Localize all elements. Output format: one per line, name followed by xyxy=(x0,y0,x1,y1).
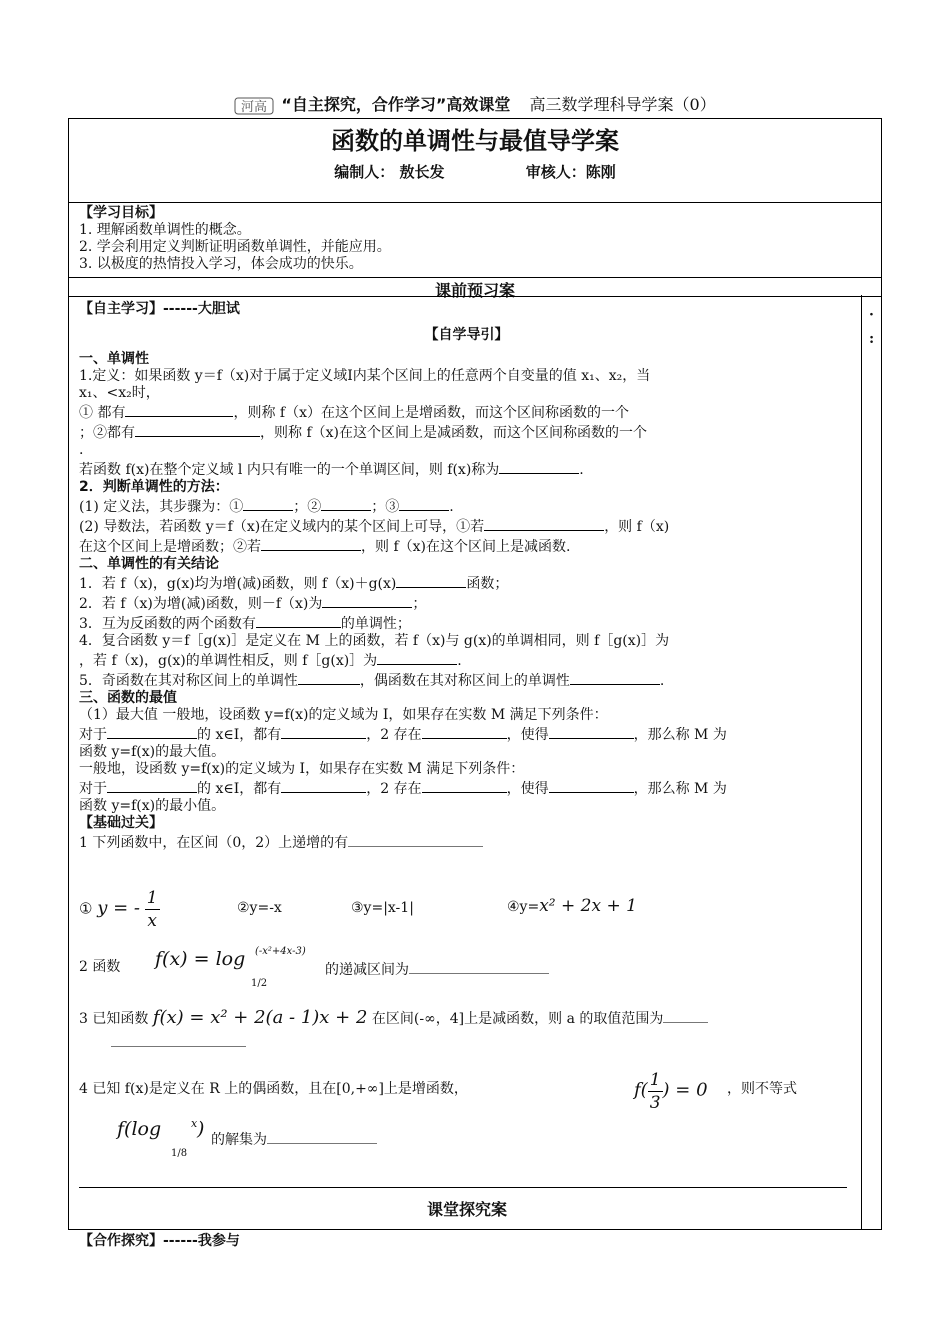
answer-blank xyxy=(267,1129,377,1144)
goal-item: 2. 学会利用定义判断证明函数单调性，并能应用。 xyxy=(79,239,391,255)
divider-rule xyxy=(79,1229,831,1230)
option-2: ②y=-x xyxy=(237,900,282,916)
conclusion-line: 1．若 f（x)，g(x)均为增(减)函数，则 f（x)＋g(x) 函数； xyxy=(79,573,854,593)
preview-content xyxy=(79,301,854,852)
answer-blank xyxy=(409,959,549,974)
answer-blank xyxy=(499,459,579,474)
answer-blank xyxy=(399,496,449,511)
answer-blank xyxy=(281,724,366,739)
method-line: (2) 导数法，若函数 y＝f（x)在定义域内的某个区间上可导，①若 ，则 f（x) xyxy=(79,516,854,536)
log-function: f(x) = log xyxy=(155,948,246,970)
cooperative-heading: 【合作探究】------我参与 xyxy=(79,1233,240,1249)
answer-blank xyxy=(298,670,360,685)
goals-heading: 【学习目标】 xyxy=(79,205,163,221)
exercise-3: 3 已知函数 f(x) = x² + 2(a - 1)x + 2 在区间(-∞，4]上是减函数，则 a 的取值范围为 xyxy=(79,1005,854,1052)
log-base: 1/2 xyxy=(251,978,268,989)
section-title-classroom: 课堂探究案 xyxy=(426,1200,507,1219)
heading-methods: 2．判断单调性的方法： xyxy=(79,479,229,495)
definition-line: 若函数 f(x)在整个定义域 l 内只有唯一的一个单调区间，则 f(x)称为 . xyxy=(79,459,854,479)
page-header xyxy=(0,92,950,115)
header-subtitle: 高三数学理科导学案（0） xyxy=(529,95,716,114)
fraction: $\frac{1}{3}$ xyxy=(649,1070,661,1113)
learning-goals xyxy=(79,205,854,273)
definition-line: ① 都有 ，则称 f（x）在这个区间上是增函数，而这个区间称函数的一个 xyxy=(79,402,854,422)
answer-blank xyxy=(321,496,371,511)
extrema-line: 函数 y=f(x)的最大值。 xyxy=(79,744,226,760)
log-base: 1/8 xyxy=(171,1148,188,1159)
guide-heading: 【自学导引】 xyxy=(424,327,509,343)
definition-line: ；②都有 ，则称 f（x)在这个区间上是减函数，而这个区间称函数的一个 xyxy=(79,422,854,442)
inequality-expression: f(log xyxy=(117,1118,162,1140)
heading-conclusions: 二、单调性的有关结论 xyxy=(79,556,219,572)
extrema-line: 函数 y=f(x)的最小值。 xyxy=(79,798,226,814)
exercise-4-inequality: f(log 1/8 x ) 的解集为 xyxy=(79,1115,854,1165)
credits xyxy=(69,161,881,182)
side-column-divider xyxy=(861,295,862,1229)
extrema-line: 对于 的 x∈I，都有 ，2 存在 ，使得 ，那么称 M 为 xyxy=(79,724,854,744)
divider xyxy=(69,296,881,297)
answer-blank xyxy=(135,422,260,437)
school-logo xyxy=(234,97,274,115)
answer-blank xyxy=(377,650,457,665)
answer-blank xyxy=(484,516,604,531)
answer-blank xyxy=(549,778,634,793)
answer-blank xyxy=(348,832,483,847)
condition-expression: f( $\frac{1}{3}$ ) = 0 xyxy=(634,1070,708,1113)
extrema-line: 一般地，设函数 y=f(x)的定义域为 I，如果存在实数 M 满足下列条件： xyxy=(79,761,525,777)
conclusion-line: 5．奇函数在其对称区间上的单调性 ，偶函数在其对称区间上的单调性 . xyxy=(79,670,854,690)
exercise-4: 4 已知 f(x)是定义在 R 上的偶函数，且在[0,+∞]上是增函数， f( $\frac{1}{3}$ ) = 0 ，则不等式 xyxy=(79,1070,797,1113)
basics-heading: 【基础过关】 xyxy=(79,815,163,831)
conclusion-line: 4．复合函数 y＝f［g(x)］是定义在 M 上的函数，若 f（x)与 g(x)的单调相同，则 f［g(x)］为 xyxy=(79,633,670,649)
conclusion-line: 2．若 f（x)为增(减)函数，则－f（x)为 ； xyxy=(79,593,854,613)
heading-monotonicity: 一、单调性 xyxy=(79,351,149,367)
conclusion-line: ，若 f（x)，g(x)的单调性相反，则 f［g(x)］为 . xyxy=(79,650,854,670)
svg-text:河高: 河高 xyxy=(241,99,268,115)
option-3: ③y=|x-1| xyxy=(351,900,414,916)
option-4: ④y=x² + 2x + 1 xyxy=(507,896,637,916)
answer-blank xyxy=(422,724,507,739)
section-title-preview: 课前预习案 xyxy=(434,281,515,300)
log-exponent: (-x²+4x-3) xyxy=(255,946,306,957)
option-1: ① y = - $\frac{1}{x}$ xyxy=(79,888,158,931)
fraction: $\frac{1}{x}$ xyxy=(146,888,158,931)
answer-blank xyxy=(107,778,197,793)
answer-blank xyxy=(422,778,507,793)
method-line: 在这个区间上是增函数；②若 ，则 f（x)在这个区间上是减函数. xyxy=(79,536,854,556)
divider xyxy=(69,202,881,203)
divider-rule xyxy=(79,1187,847,1188)
answer-blank xyxy=(125,402,233,417)
side-mark: · xyxy=(869,307,874,323)
worksheet-frame xyxy=(68,118,882,1249)
self-study-heading: 【自主学习】------大胆试 xyxy=(79,301,240,317)
answer-blank xyxy=(570,670,660,685)
heading-extrema: 三、函数的最值 xyxy=(79,690,177,706)
goal-item: 3. 以极度的热情投入学习，体会成功的快乐。 xyxy=(79,256,363,272)
reviewer-credit: 审核人：陈刚 xyxy=(525,163,616,181)
method-line: (1) 定义法，其步骤为：① ；② ；③ . xyxy=(79,496,854,516)
answer-blank xyxy=(243,496,293,511)
extrema-line: 对于 的 x∈I，都有 ，2 存在 ，使得 ，那么称 M 为 xyxy=(79,778,854,798)
answer-blank xyxy=(281,778,366,793)
editor-credit: 编制人： 敖长发 xyxy=(334,163,445,181)
answer-blank xyxy=(256,613,341,628)
answer-blank xyxy=(396,573,466,588)
answer-blank xyxy=(322,593,412,608)
goal-item: 1. 理解函数单调性的概念。 xyxy=(79,222,251,238)
answer-blank xyxy=(549,724,634,739)
answer-blank xyxy=(261,536,361,551)
exercise-1-options xyxy=(79,879,854,929)
definition-line: . xyxy=(79,442,84,458)
answer-blank xyxy=(111,1032,246,1047)
exercise-1: 1 下列函数中，在区间（0，2）上递增的有 xyxy=(79,832,854,852)
extrema-line: （1）最大值 一般地，设函数 y=f(x)的定义域为 I，如果存在实数 M 满足下列条件： xyxy=(79,707,608,723)
document-title: 函数的单调性与最值导学案 xyxy=(331,127,619,155)
answer-blank xyxy=(663,1008,708,1023)
definition-line: x₁、<x₂时， xyxy=(79,385,160,401)
exercise-2: 2 函数 f(x) = log (-x²+4x-3) 1/2 的递减区间为 xyxy=(79,941,854,1001)
conclusion-line: 3．互为反函数的两个函数有 的单调性； xyxy=(79,613,854,633)
side-mark: : xyxy=(869,331,875,347)
header-slogan: “自主探究，合作学习”高效课堂 xyxy=(281,95,511,114)
answer-blank xyxy=(107,724,197,739)
log-exponent: x xyxy=(191,1117,198,1130)
definition-line: 1.定义：如果函数 y＝f（x)对于属于定义域Ⅰ内某个区间上的任意两个自变量的值 x₁、x₂，当 xyxy=(79,368,651,384)
